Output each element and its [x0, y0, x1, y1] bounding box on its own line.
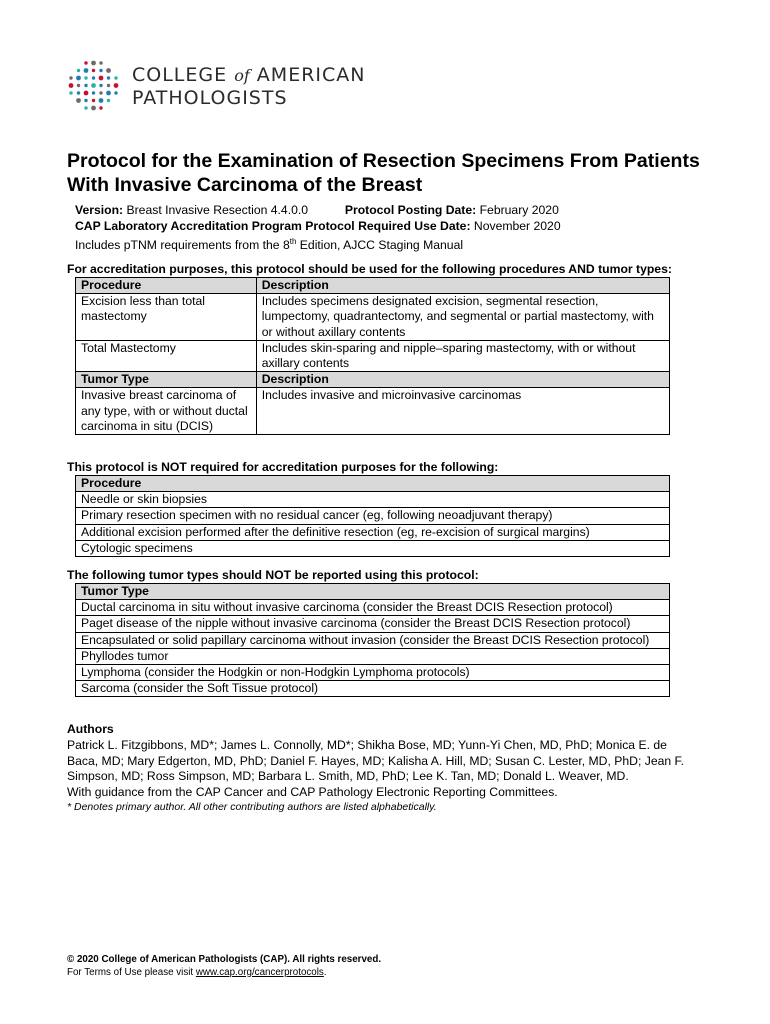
- logo-dot: [91, 106, 96, 111]
- logo-dot: [114, 91, 117, 94]
- not-reported-header: Tumor Type: [76, 584, 670, 600]
- procedure-row: [76, 340, 670, 371]
- page-title: Protocol for the Examination of Resection Specimens From Patients With Invasive Carcinoma of the Breast: [67, 150, 700, 196]
- logo-dot: [92, 69, 95, 72]
- not-required-heading: This protocol is NOT required for accreditation purposes for the following:: [67, 460, 499, 474]
- logo-dot: [84, 106, 87, 109]
- accreditation-table: [75, 277, 670, 435]
- table-row: [76, 681, 670, 697]
- copyright: © 2020 College of American Pathologists (CAP). All rights reserved.: [67, 954, 382, 965]
- posting-date-value: February 2020: [479, 203, 559, 217]
- logo-dot: [91, 61, 96, 66]
- table-row: [76, 508, 670, 524]
- ptnm-note: Includes pTNM requirements from the 8th Edition, AJCC Staging Manual: [75, 237, 464, 253]
- required-use-label: CAP Laboratory Accreditation Program Protocol Required Use Date:: [75, 218, 471, 233]
- tumor-row: [76, 388, 670, 435]
- logo-text: [132, 64, 365, 110]
- logo-dot: [106, 68, 111, 73]
- procedure-row: [76, 294, 670, 341]
- logo-dot: [84, 91, 89, 96]
- footer: [67, 954, 381, 979]
- posting-date-label: Protocol Posting Date:: [344, 203, 477, 217]
- not-required-cell: Additional excision performed after the definitive resection (eg, re-excision of surgical margins): [76, 524, 670, 540]
- logo-dot: [99, 98, 104, 103]
- tumor-description-cell: Includes invasive and microinvasive carcinomas: [256, 388, 669, 435]
- logo-dot: [114, 76, 117, 79]
- not-reported-cell: Sarcoma (consider the Soft Tissue protocol): [76, 681, 670, 697]
- authors-names: Patrick L. Fitzgibbons, MD*; James L. Connolly, MD*; Shikha Bose, MD; Yunn-Yi Chen, MD, PhD; Monica E. de Baca, MD; Mary Edgerton, MD, PhD; Daniel F. Hayes, MD; Kalisha A. Hill, MD; Susan C. Lester, MD, PhD; Jean F. Simpson, MD; Ross Simpson, MD; Barbara L. Smith, MD, PhD; Lee K. Tan, MD; Donald L. Weaver, MD.: [67, 738, 685, 783]
- not-required-table: [75, 475, 670, 557]
- terms-of-use: For Terms of Use please visit www.cap.org/cancerprotocols.: [67, 966, 327, 978]
- description-header: Description: [256, 278, 669, 294]
- table-row: [76, 632, 670, 648]
- dot-grid-logo-icon: [66, 58, 122, 114]
- logo-word-of: of: [234, 66, 250, 85]
- logo-word-pathologists: PATHOLOGISTS: [132, 87, 288, 109]
- logo-dot: [106, 91, 111, 96]
- authors-note: * Denotes primary author. All other contributing authors are listed alphabetically.: [67, 801, 437, 813]
- not-required-cell: Primary resection specimen with no residual cancer (eg, following neoadjuvant therapy): [76, 508, 670, 524]
- logo-dot: [69, 83, 74, 88]
- logo-dot: [99, 84, 102, 87]
- authors-block: [67, 738, 697, 800]
- version-value: Breast Invasive Resection 4.4.0.0: [126, 203, 309, 217]
- logo-dot: [107, 99, 110, 102]
- description-cell: Includes specimens designated excision, segmental resection, lumpectomy, quadrantectomy, and segmental or partial mastectomy, with or without axillary contents: [256, 294, 669, 341]
- table-row: [76, 600, 670, 616]
- logo-dot: [99, 61, 102, 64]
- logo-dot: [77, 69, 80, 72]
- logo-dot: [84, 99, 87, 102]
- procedure-header: Procedure: [76, 278, 257, 294]
- logo-dot: [76, 76, 81, 81]
- accreditation-heading: For accreditation purposes, this protocol should be used for the following procedures AND tumor types:: [67, 262, 672, 276]
- logo-dot: [77, 84, 80, 87]
- not-required-cell: Needle or skin biopsies: [76, 492, 670, 508]
- not-reported-cell: Phyllodes tumor: [76, 648, 670, 664]
- version-label: Version:: [75, 203, 124, 217]
- table-row: [76, 616, 670, 632]
- not-reported-cell: Lymphoma (consider the Hodgkin or non-Hodgkin Lymphoma protocols): [76, 665, 670, 681]
- not-reported-table: [75, 583, 670, 697]
- authors-guidance: With guidance from the CAP Cancer and CAP Pathology Electronic Reporting Committees.: [67, 784, 558, 799]
- tumor-description-header: Description: [256, 372, 669, 388]
- logo-dot: [69, 91, 72, 94]
- logo-dot: [92, 91, 95, 94]
- logo-dot: [77, 91, 80, 94]
- not-reported-cell: Ductal carcinoma in situ without invasive carcinoma (consider the Breast DCIS Resection protocol): [76, 600, 670, 616]
- logo-dot: [114, 83, 119, 88]
- logo-dot: [99, 76, 104, 81]
- table-row: [76, 492, 670, 508]
- logo-dot: [91, 83, 96, 88]
- not-reported-cell: Encapsulated or solid papillary carcinoma without invasion (consider the Breast DCIS Resection protocol): [76, 632, 670, 648]
- cap-logo: [66, 58, 366, 114]
- logo-dot: [99, 106, 102, 109]
- logo-dot: [84, 76, 87, 79]
- logo-dot: [107, 76, 110, 79]
- logo-dot: [69, 76, 72, 79]
- table-row: [76, 648, 670, 664]
- logo-dot: [76, 98, 81, 103]
- table-row: [76, 524, 670, 540]
- not-reported-cell: Paget disease of the nipple without invasive carcinoma (consider the Breast DCIS Resection protocol): [76, 616, 670, 632]
- logo-word-american: AMERICAN: [256, 64, 366, 86]
- tumor-type-cell: Invasive breast carcinoma of any type, with or without ductal carcinoma in situ (DCIS): [76, 388, 257, 435]
- terms-link[interactable]: www.cap.org/cancerprotocols: [195, 966, 324, 978]
- table-row: [76, 665, 670, 681]
- logo-dot: [99, 69, 102, 72]
- description-cell: Includes skin-sparing and nipple–sparing mastectomy, with or without axillary contents: [256, 340, 669, 371]
- logo-word-college: COLLEGE: [132, 64, 228, 86]
- logo-dot: [84, 68, 89, 73]
- logo-dot: [107, 84, 110, 87]
- logo-dot: [99, 91, 102, 94]
- logo-dot: [84, 84, 87, 87]
- protocol-meta: [75, 203, 561, 254]
- required-use-value: November 2020: [473, 218, 561, 233]
- not-reported-heading: The following tumor types should NOT be reported using this protocol:: [67, 568, 479, 582]
- logo-dot: [84, 61, 87, 64]
- authors-heading: Authors: [67, 722, 114, 736]
- logo-dot: [92, 76, 95, 79]
- tumor-type-header: Tumor Type: [76, 372, 257, 388]
- procedure-cell: Total Mastectomy: [76, 340, 257, 371]
- procedure-cell: Excision less than total mastectomy: [76, 294, 257, 341]
- not-required-header: Procedure: [76, 476, 670, 492]
- table-row: [76, 540, 670, 556]
- logo-dot: [92, 99, 95, 102]
- not-required-cell: Cytologic specimens: [76, 540, 670, 556]
